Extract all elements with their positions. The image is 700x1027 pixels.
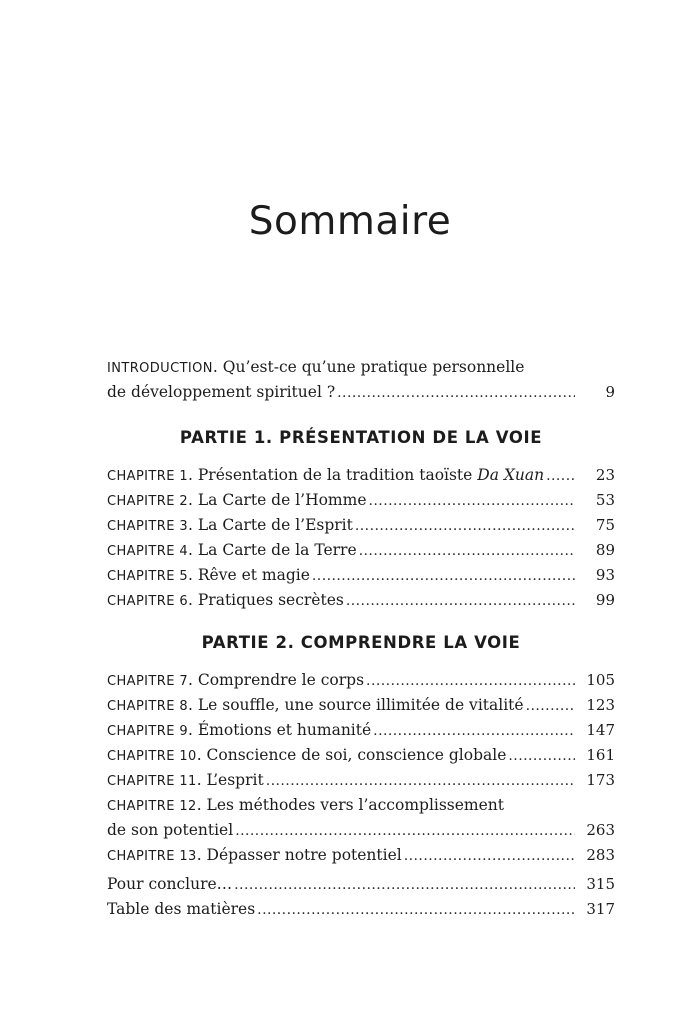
dot-leader [234,873,575,898]
page-number: 283 [586,846,615,864]
chapter-13 [107,843,615,868]
page-number: 263 [586,821,615,839]
dot-leader [508,744,575,769]
chapter-label: CHAPITRE 1 [107,469,189,484]
page-number: 99 [595,591,615,609]
chapter-1 [107,463,615,488]
part-1-title: PARTIE 1. PRÉSENTATION DE LA VOIE [179,428,543,447]
chapter-label: CHAPITRE 9 [107,724,189,739]
page-number: 147 [586,721,615,739]
chapter-label: CHAPITRE 4 [107,544,189,559]
toc-closing [107,872,615,922]
chapter-title: . La Carte de l’Esprit [188,516,353,534]
dot-leader [366,669,575,694]
introduction-label: INTRODUCTION [107,361,213,376]
chapter-title: . Émotions et humanité [188,721,372,739]
chapter-8 [107,693,615,718]
page-number: 93 [595,566,615,584]
page-number: 9 [605,383,615,401]
closing-table [107,897,615,922]
chapter-4 [107,538,615,563]
part-2-title: PARTIE 2. COMPRENDRE LA VOIE [201,633,521,652]
chapter-12 [107,793,615,818]
dot-leader [346,589,575,614]
page-number: 315 [586,875,615,893]
page-number: 173 [586,771,615,789]
chapter-3 [107,513,615,538]
dot-leader [266,769,575,794]
page-title: Sommaire [248,199,452,244]
page-number: 75 [595,516,615,534]
dot-leader [359,539,575,564]
chapter-label: CHAPITRE 6 [107,594,189,609]
dot-leader [257,898,575,923]
introduction-text: . Qu’est-ce qu’une pratique personnelle [212,358,525,376]
chapter-title: . L’esprit [196,771,264,789]
introduction-line-1 [107,355,615,380]
chapter-7 [107,668,615,693]
chapter-label: CHAPITRE 8 [107,699,189,714]
chapter-title: . Présentation de la tradition taoïste Da Xuan [188,466,545,484]
chapter-label: CHAPITRE 2 [107,494,189,509]
dot-leader [235,819,575,844]
introduction-text-cont: de développement spirituel ? [107,383,336,401]
page-number: 89 [595,541,615,559]
closing-conclusion [107,872,615,897]
page-number: 317 [586,900,615,918]
chapter-title-italic: Da Xuan [477,466,545,484]
chapter-title: . Dépasser notre potentiel [196,846,402,864]
dot-leader [312,564,575,589]
chapter-5 [107,563,615,588]
page-number: 23 [595,466,615,484]
chapter-title: . Conscience de soi, conscience globale [196,746,507,764]
toc-part-2 [107,630,615,868]
dot-leader [337,381,575,406]
chapter-label: CHAPITRE 3 [107,519,189,534]
chapter-title: . Les méthodes vers l’accomplissement [196,796,505,814]
dot-leader [546,464,575,489]
chapter-title-cont: de son potentiel [107,821,234,839]
chapter-title: . Rêve et magie [188,566,310,584]
page-number: 161 [586,746,615,764]
chapter-11 [107,768,615,793]
chapter-12-cont [107,818,615,843]
chapter-label: CHAPITRE 10 [107,749,197,764]
chapter-title: . Comprendre le corps [188,671,365,689]
dot-leader [404,844,575,869]
dot-leader [369,489,576,514]
chapter-label: CHAPITRE 5 [107,569,189,584]
chapter-6 [107,588,615,613]
chapter-title: . La Carte de l’Homme [188,491,367,509]
dot-leader [373,719,575,744]
toc-part-1 [107,425,615,613]
toc-introduction [107,355,615,405]
chapter-title: . Le souffle, une source illimitée de vitalité [188,696,524,714]
chapter-10 [107,743,615,768]
dot-leader [526,694,575,719]
entry-title: Pour conclure… [107,875,233,893]
chapter-label: CHAPITRE 7 [107,674,189,689]
dot-leader [355,514,575,539]
chapter-label: CHAPITRE 13 [107,849,197,864]
introduction-line-2 [107,380,615,405]
chapter-title: . La Carte de la Terre [188,541,357,559]
chapter-label: CHAPITRE 12 [107,799,197,814]
entry-title: Table des matières [107,900,256,918]
page-number: 105 [586,671,615,689]
page-number: 53 [595,491,615,509]
chapter-2 [107,488,615,513]
page-number: 123 [586,696,615,714]
chapter-title: . Pratiques secrètes [188,591,344,609]
chapter-9 [107,718,615,743]
chapter-label: CHAPITRE 11 [107,774,197,789]
